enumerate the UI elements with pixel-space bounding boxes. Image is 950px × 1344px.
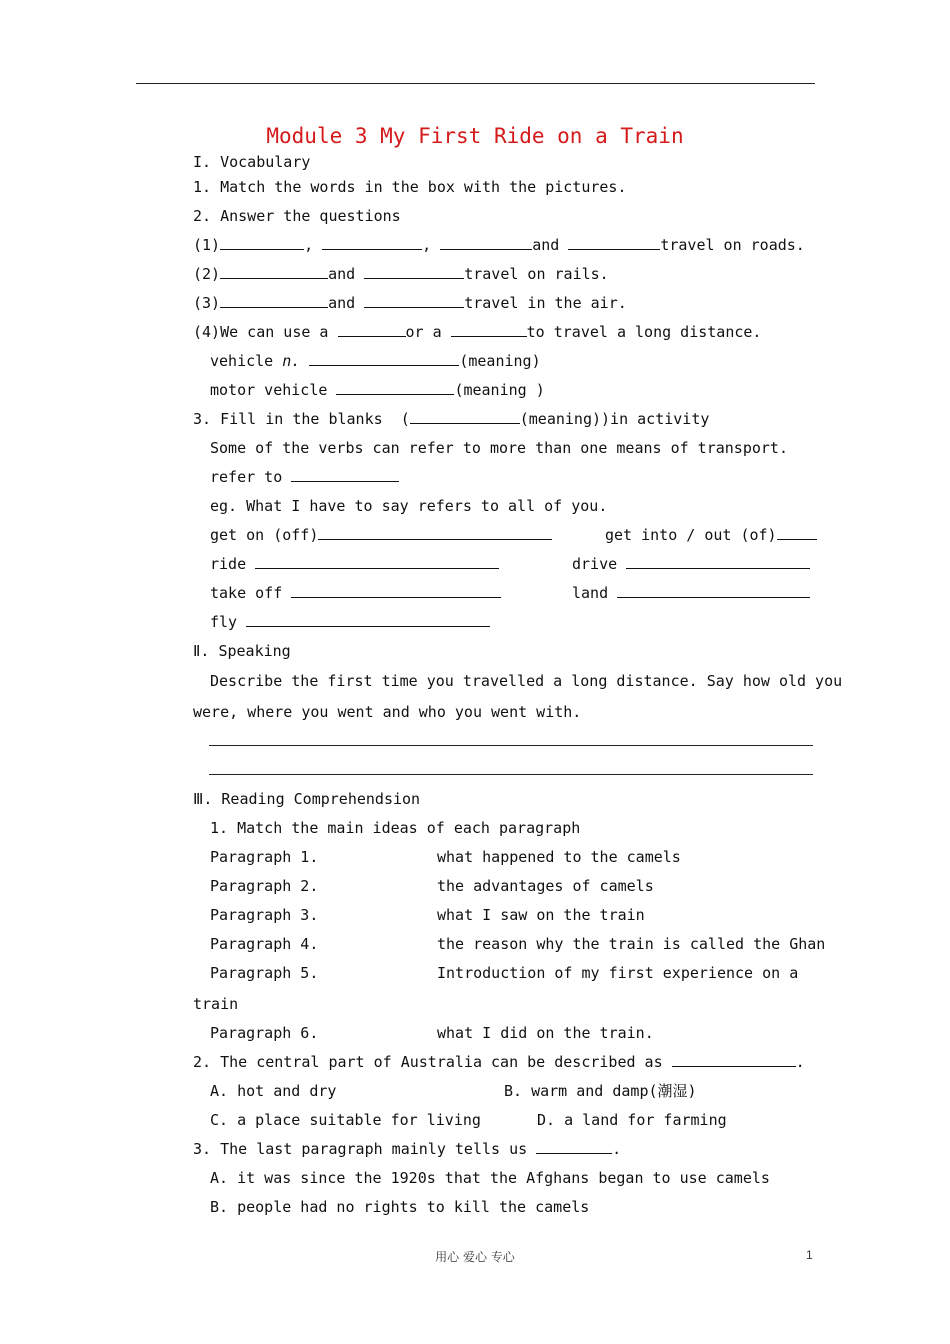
writing-line[interactable] xyxy=(209,774,813,775)
land-line: land xyxy=(572,583,810,603)
refer-to-line: refer to xyxy=(210,467,399,487)
blank[interactable] xyxy=(451,322,527,337)
header-rule xyxy=(136,83,815,84)
reading-q2: 2. The central part of Australia can be described as . xyxy=(193,1053,805,1071)
blank[interactable] xyxy=(672,1052,796,1067)
paragraph-label: Paragraph 6. xyxy=(210,1024,319,1042)
main-idea: what I saw on the train xyxy=(437,906,645,924)
blank[interactable] xyxy=(309,351,459,366)
blank[interactable] xyxy=(536,1139,612,1154)
speaking-heading: Ⅱ. Speaking xyxy=(193,642,291,660)
vocab-q1: 1. Match the words in the box with the pictures. xyxy=(193,178,627,196)
blank[interactable] xyxy=(246,612,490,627)
paragraph-label: Paragraph 5. xyxy=(210,964,319,982)
blank[interactable] xyxy=(410,409,520,424)
paragraph-label: Paragraph 2. xyxy=(210,877,319,895)
page-title: Module 3 My First Ride on a Train xyxy=(266,124,684,148)
blank[interactable] xyxy=(364,293,464,308)
blank[interactable] xyxy=(440,235,532,250)
speaking-prompt-2: were, where you went and who you went with. xyxy=(193,703,582,721)
blank[interactable] xyxy=(626,554,810,569)
page-footer: 用心 爱心 专心 xyxy=(435,1250,515,1264)
motor-vehicle-line: motor vehicle (meaning ) xyxy=(210,381,545,399)
blank[interactable] xyxy=(364,264,464,279)
blank[interactable] xyxy=(220,293,328,308)
paragraph-label: Paragraph 1. xyxy=(210,848,319,866)
main-idea: the advantages of camels xyxy=(437,877,654,895)
vehicle-line: vehicle n. (meaning) xyxy=(210,352,541,370)
fly-line: fly xyxy=(210,612,490,632)
drive-line: drive xyxy=(572,554,810,574)
answer-line-1: (1) , , and travel on roads. xyxy=(193,236,805,254)
vocab-heading: I. Vocabulary xyxy=(193,153,311,171)
option-c: C. a place suitable for living xyxy=(210,1111,481,1129)
main-idea: the reason why the train is called the Ghan xyxy=(437,935,826,953)
blank[interactable] xyxy=(338,322,406,337)
blank[interactable] xyxy=(568,235,660,250)
vocab-q3: 3. Fill in the blanks ( (meaning))in activity xyxy=(193,410,710,428)
blank[interactable] xyxy=(322,235,422,250)
option-b: B. people had no rights to kill the camels xyxy=(210,1198,590,1216)
vocab-q2: 2. Answer the questions xyxy=(193,207,401,225)
main-idea: what I did on the train. xyxy=(437,1024,654,1042)
main-idea-continued: train xyxy=(193,995,239,1013)
reading-heading: Ⅲ. Reading Comprehendsion xyxy=(193,790,421,808)
blank[interactable] xyxy=(220,264,328,279)
option-a: A. hot and dry xyxy=(210,1082,337,1100)
reading-q3: 3. The last paragraph mainly tells us . xyxy=(193,1140,622,1158)
take-off-line: take off xyxy=(210,583,501,603)
blank[interactable] xyxy=(255,554,499,569)
option-d: D. a land for farming xyxy=(537,1111,727,1129)
answer-line-4: (4)We can use a or a to travel a long distance. xyxy=(193,323,762,341)
ride-line: ride xyxy=(210,554,499,574)
get-on-line: get on (off) xyxy=(210,525,552,545)
reading-q1: 1. Match the main ideas of each paragraph xyxy=(210,819,581,837)
blank[interactable] xyxy=(318,525,552,540)
example-sentence: eg. What I have to say refers to all of you. xyxy=(210,497,608,515)
option-a: A. it was since the 1920s that the Afghans began to use camels xyxy=(210,1169,770,1187)
blank[interactable] xyxy=(336,380,454,395)
option-b: B. warm and damp(潮湿) xyxy=(504,1082,697,1100)
paragraph-label: Paragraph 4. xyxy=(210,935,319,953)
blank[interactable] xyxy=(291,467,399,482)
answer-line-2: (2) and travel on rails. xyxy=(193,265,609,283)
blank[interactable] xyxy=(617,583,810,598)
speaking-prompt-1: Describe the first time you travelled a long distance. Say how old you xyxy=(210,672,843,690)
get-into-line: get into / out (of) xyxy=(605,525,817,545)
blank[interactable] xyxy=(291,583,501,598)
main-idea: Introduction of my first experience on a xyxy=(437,964,799,982)
writing-line[interactable] xyxy=(209,745,813,746)
main-idea: what happened to the camels xyxy=(437,848,681,866)
answer-line-3: (3) and travel in the air. xyxy=(193,294,627,312)
blank[interactable] xyxy=(220,235,304,250)
paragraph-label: Paragraph 3. xyxy=(210,906,319,924)
page-number: 1 xyxy=(806,1248,813,1262)
blank[interactable] xyxy=(777,525,817,540)
q3-instruction: Some of the verbs can refer to more than one means of transport. xyxy=(210,439,788,457)
